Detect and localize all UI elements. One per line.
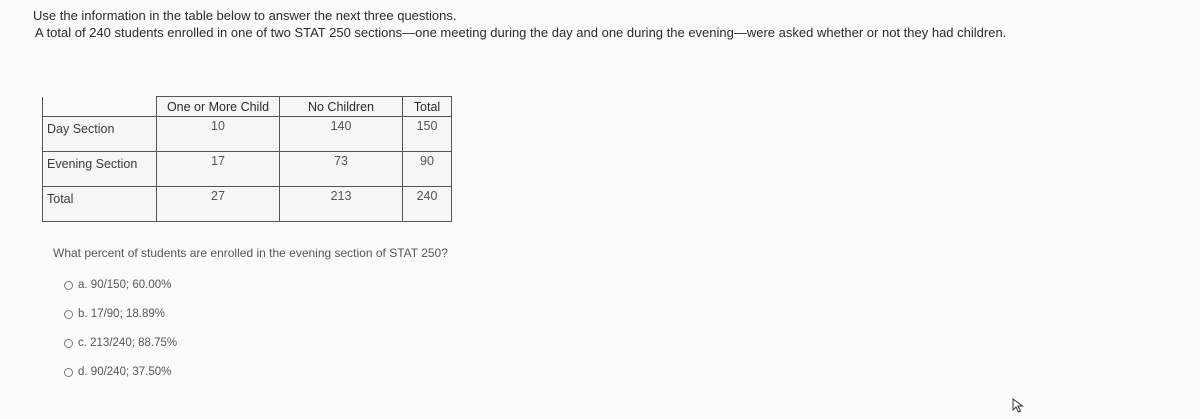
- table-header-total: Total: [403, 97, 452, 117]
- table-row-label: Total: [43, 187, 157, 222]
- table-cell: 73: [280, 152, 403, 187]
- table-row: [43, 152, 452, 187]
- radio-button-icon[interactable]: [64, 368, 73, 377]
- option-letter: c.: [78, 337, 91, 349]
- option-text: 17/90; 18.89%: [90, 308, 165, 320]
- table-header-one-or-more-child: One or More Child: [157, 97, 280, 117]
- table-cell: 213: [280, 187, 403, 222]
- table-row-label: Evening Section: [43, 152, 157, 187]
- table-row: [43, 117, 452, 152]
- answer-option-b[interactable]: [64, 308, 165, 320]
- data-table: [42, 96, 452, 222]
- option-text: 90/240; 37.50%: [90, 366, 172, 378]
- answer-option-a[interactable]: [64, 279, 171, 291]
- intro-context: A total of 240 students enrolled in one of two STAT 250 sections—one meeting during the day and one during the evening—were asked whether or not they had children.: [35, 25, 1007, 40]
- question-text: What percent of students are enrolled in the evening section of STAT 250?: [53, 246, 448, 260]
- option-letter: d.: [78, 366, 91, 378]
- intro-instruction: Use the information in the table below to answer the next three questions.: [33, 8, 457, 23]
- table-cell: 240: [403, 187, 452, 222]
- radio-button-icon[interactable]: [64, 281, 73, 290]
- table-row-label: Day Section: [43, 117, 157, 152]
- table-header-no-children: No Children: [280, 97, 403, 117]
- radio-button-icon[interactable]: [64, 310, 73, 319]
- answer-option-d[interactable]: [64, 366, 171, 378]
- mouse-pointer-icon: [1012, 398, 1026, 414]
- option-text: 213/240; 88.75%: [90, 337, 178, 349]
- table-cell: 27: [157, 187, 280, 222]
- option-letter: b.: [78, 308, 91, 320]
- table-header-blank: [43, 97, 157, 117]
- option-letter: a.: [78, 279, 91, 291]
- table-cell: 10: [157, 117, 280, 152]
- table-header-row: [43, 97, 452, 117]
- table-cell: 90: [403, 152, 452, 187]
- table-row: [43, 187, 452, 222]
- table-cell: 17: [157, 152, 280, 187]
- radio-button-icon[interactable]: [64, 339, 73, 348]
- option-text: 90/150; 60.00%: [90, 279, 172, 291]
- answer-option-c[interactable]: [64, 337, 177, 349]
- table-cell: 140: [280, 117, 403, 152]
- table-cell: 150: [403, 117, 452, 152]
